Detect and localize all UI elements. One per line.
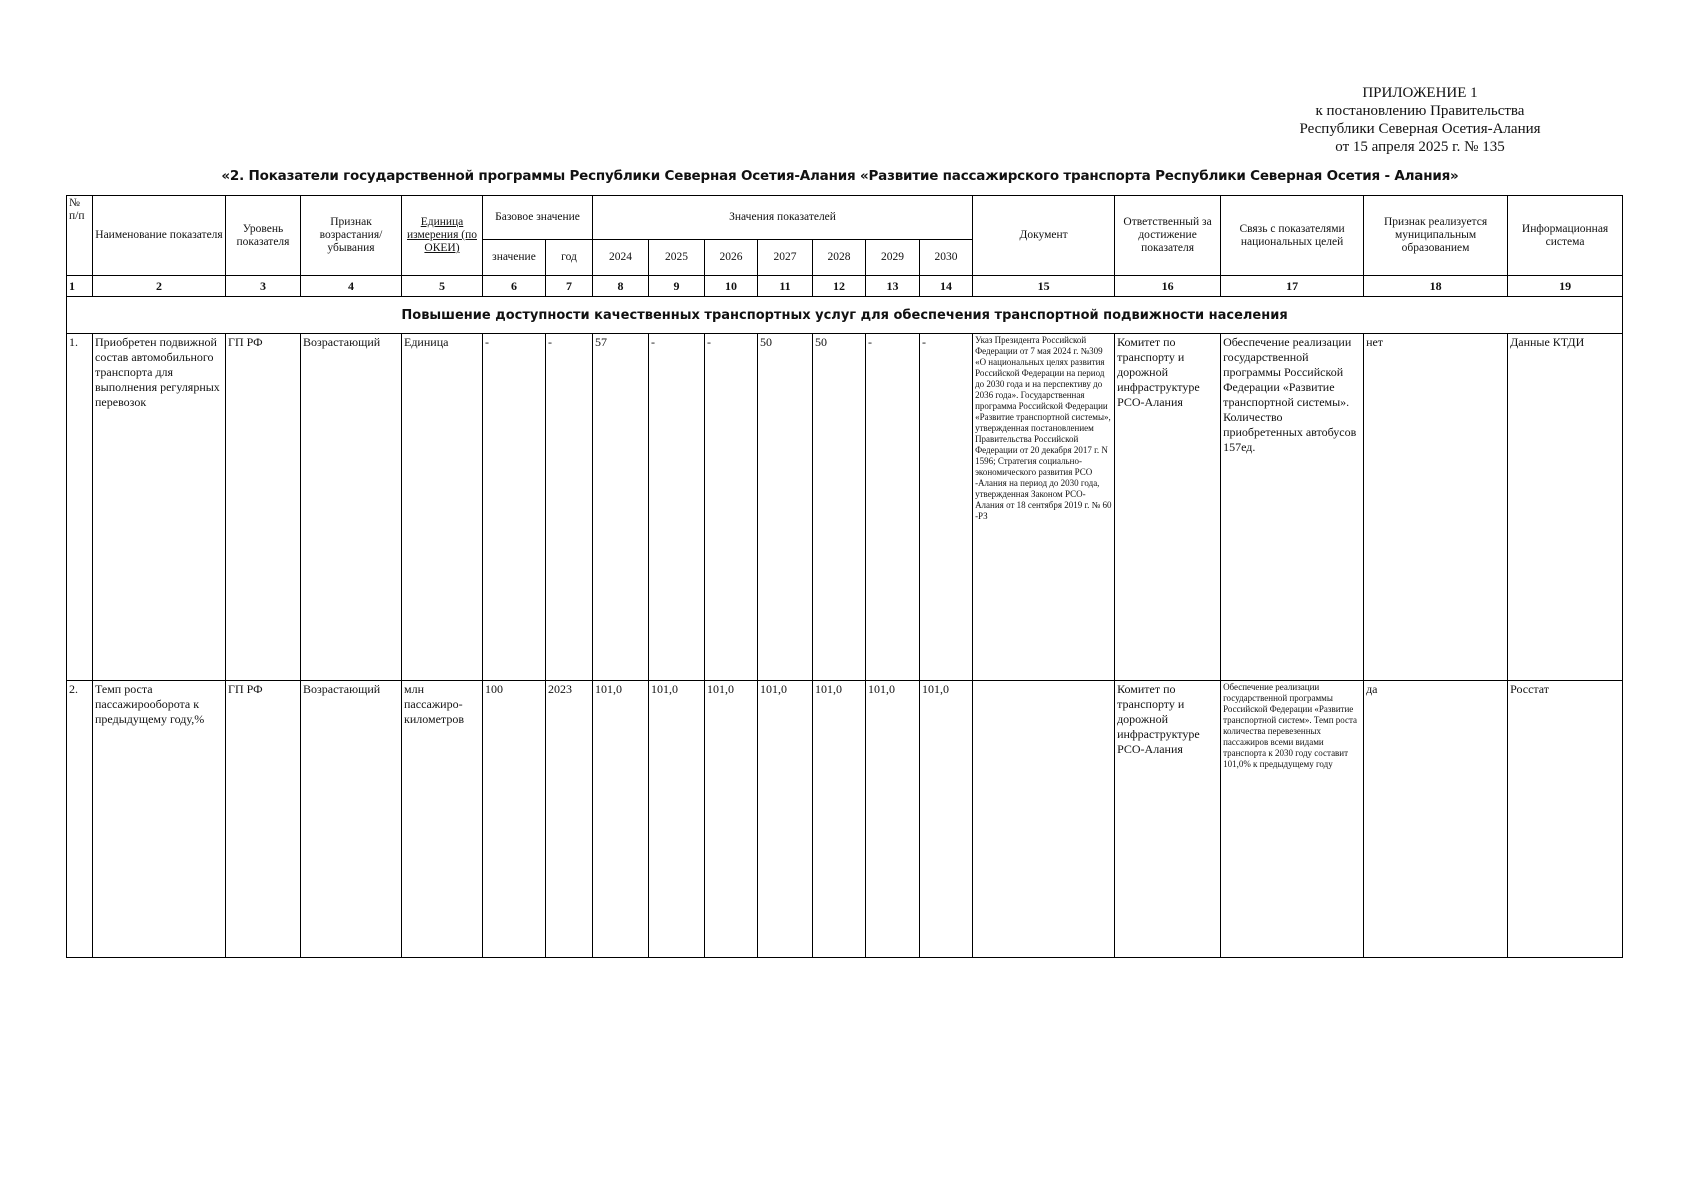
appendix-date: от 15 апреля 2025 г. № 135 [1335,139,1505,155]
column-number: 12 [813,276,866,297]
row-responsible: Комитет по транспорту и дорожной инфраструктуре РСО-Алания [1115,334,1221,681]
section-title: Повышение доступности качественных транспортных услуг для обеспечения транспортной подвижности населения [67,297,1623,334]
header-responsible: Ответственный за достижение показателя [1115,196,1221,276]
column-number: 11 [758,276,813,297]
appendix-title: ПРИЛОЖЕНИЕ 1 [1362,85,1478,101]
column-number: 18 [1364,276,1508,297]
column-numbers-row [67,276,1623,297]
row-value-2027: 101,0 [758,681,813,958]
row-system: Росстат [1508,681,1623,958]
header-values: Значения показателей [593,196,973,240]
appendix-block [1180,84,1660,156]
header-base-year: год [546,240,593,276]
column-number: 13 [866,276,920,297]
column-number: 15 [973,276,1115,297]
row-value-2028: 50 [813,334,866,681]
appendix-line: к постановлению Правительства [1315,103,1525,119]
row-value-2028: 101,0 [813,681,866,958]
column-number: 8 [593,276,649,297]
header-name: Наименование показателя [93,196,226,276]
row-unit: млн пассажиро-километров [402,681,483,958]
column-number: 16 [1115,276,1221,297]
header-year-2026: 2026 [705,240,758,276]
header-year-2025: 2025 [649,240,705,276]
column-number: 6 [483,276,546,297]
row-sign: Возрастающий [301,334,402,681]
row-value-2027: 50 [758,334,813,681]
row-name: Приобретен подвижной состав автомобильного транспорта для выполнения регулярных перевозок [93,334,226,681]
row-value-2025: 101,0 [649,681,705,958]
appendix-line: Республики Северная Осетия-Алания [1299,121,1541,137]
header-base-value: значение [483,240,546,276]
row-num: 2. [67,681,93,958]
header-level: Уровень показателя [226,196,301,276]
column-number: 1 [67,276,93,297]
column-number: 7 [546,276,593,297]
row-base-year: 2023 [546,681,593,958]
row-value-2024: 101,0 [593,681,649,958]
row-link: Обеспечение реализации государственной программы Российской Федерации «Развитие транспортной системы». Количество приобретенных автобусов 157ед. [1221,334,1364,681]
column-number: 19 [1508,276,1623,297]
row-unit: Единица [402,334,483,681]
row-value-2025: - [649,334,705,681]
row-value-2026: 101,0 [705,681,758,958]
row-value-2029: 101,0 [866,681,920,958]
header-unit-label: Единица измерения (по ОКЕИ) [407,216,477,254]
indicators-table [66,195,1623,958]
header-num: № п/п [67,196,93,276]
column-number: 5 [402,276,483,297]
row-municipal: да [1364,681,1508,958]
row-municipal: нет [1364,334,1508,681]
header-year-2029: 2029 [866,240,920,276]
row-value-2024: 57 [593,334,649,681]
column-number: 9 [649,276,705,297]
row-document [973,681,1115,958]
header-municipal: Признак реализуется муниципальным образованием [1364,196,1508,276]
header-document: Документ [973,196,1115,276]
row-value-2026: - [705,334,758,681]
row-num: 1. [67,334,93,681]
header-year-2028: 2028 [813,240,866,276]
row-value-2029: - [866,334,920,681]
header-unit [402,196,483,276]
row-base-value: - [483,334,546,681]
row-base-value: 100 [483,681,546,958]
table-row [67,681,1623,958]
row-responsible: Комитет по транспорту и дорожной инфраструктуре РСО-Алания [1115,681,1221,958]
header-system: Информационная система [1508,196,1623,276]
column-number: 10 [705,276,758,297]
table-row [67,334,1623,681]
header-base: Базовое значение [483,196,593,240]
column-number: 14 [920,276,973,297]
header-year-2030: 2030 [920,240,973,276]
row-system: Данные КТДИ [1508,334,1623,681]
row-level: ГП РФ [226,681,301,958]
header-sign: Признак возрастания/ убывания [301,196,402,276]
row-level: ГП РФ [226,334,301,681]
row-sign: Возрастающий [301,681,402,958]
row-link: Обеспечение реализации государственной программы Российской Федерации «Развитие транспортной систем». Темп роста количества перевезенных пассажиров всеми видами транспорта к 2030 году составит 101,0% к предыдущему году [1221,681,1364,958]
row-name: Темп роста пассажирооборота к предыдущему году,% [93,681,226,958]
header-year-2027: 2027 [758,240,813,276]
header-link: Связь с показателями национальных целей [1221,196,1364,276]
row-value-2030: - [920,334,973,681]
section-row [67,297,1623,334]
row-value-2030: 101,0 [920,681,973,958]
document-title: «2. Показатели государственной программы Республики Северная Осетия-Алания «Развитие пассажирского транспорта Республики Северная Осетия - Алания» [221,168,1459,184]
column-number: 3 [226,276,301,297]
header-year-2024: 2024 [593,240,649,276]
column-number: 17 [1221,276,1364,297]
column-number: 2 [93,276,226,297]
row-document: Указ Президента Российской Федерации от 7 мая 2024 г. №309 «О национальных целях развития Российской Федерации на период до 2030 года и на перспективу до 2036 года». Государственная программа Российской Федерации «Развитие транспортной системы», утвержденная постановлением Правительства Российской Федерации от 20 декабря 2017 г. N 1596; Стратегия социально-экономического развития РСО -Алания на период до 2030 года, утвержденная Законом РСО-Алания от 18 сентября 2019 г. № 60 -РЗ [973,334,1115,681]
row-base-year: - [546,334,593,681]
column-number: 4 [301,276,402,297]
